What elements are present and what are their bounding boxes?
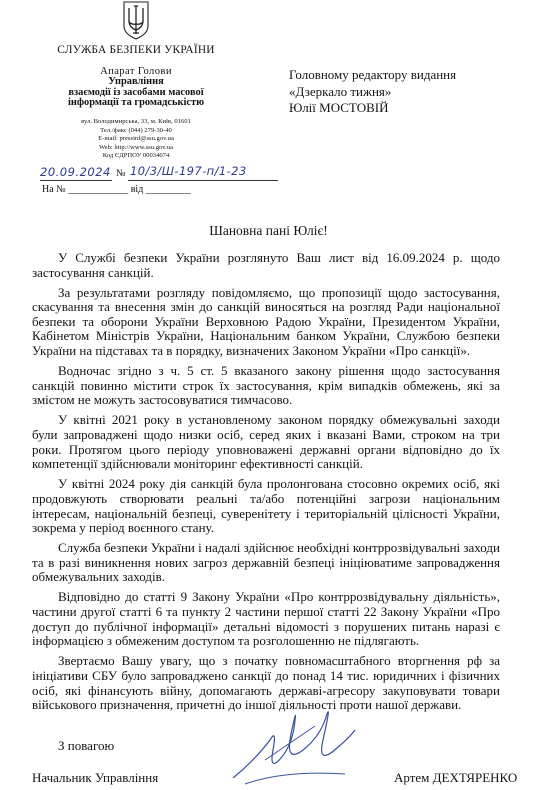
registration-line (40, 164, 280, 182)
signature-icon (225, 700, 365, 790)
dept-line-3: інформації та громадськістю (67, 97, 205, 108)
paragraph: Служба безпеки України і надалі здійснює необхідні контррозвідувальні заходи та в разі виникнення нових загроз державній безпеці ініціюватиме запровадження обмежувальних заходів. (32, 540, 500, 585)
letter-body (32, 251, 500, 718)
apparat-name: Апарат Голови (100, 66, 172, 77)
handwritten-reg-number: 10/3/Ш-197-п/1-23 (130, 164, 247, 178)
edrpou-code: Код ЄДРПОУ 00034074 (102, 152, 170, 160)
paragraph: У Службі безпеки України розглянуто Ваш лист від 16.09.2024 р. щодо застосування санкцій. (32, 250, 500, 280)
phone: Тел./факс (044) 279-30-40 (100, 126, 172, 134)
addressee-block (289, 67, 456, 117)
paragraph: У квітні 2021 року в установленому законом порядку обмежувальні заходи були запроваджені щодо низки осіб, серед яких і вказані Вами, строком на три роки. Протягом цього періоду уповноважені державні органи відповідно до їх компетенції здійснювали моніторинг ефективності санкцій. (32, 412, 500, 472)
paragraph: За результатами розгляду повідомляємо, що пропозиції щодо застосування, скасування та внесення змін до санкцій виносяться на розгляд Ради національної безпеки та оборони України Верховною Радою України, Президентом України, Кабінетом Міністрів України, Національним банком України, Службою безпеки України на підставах та в порядку, визначених Законом України «Про санкції». (32, 284, 500, 359)
reference-line: На № ____________ від _________ (42, 184, 191, 195)
website: Web: http://www.ssu.gov.ua (98, 143, 174, 151)
paragraph: Відповідно до статті 9 Закону України «Про контррозвідувальну діяльність», частини другої статті 6 та пункту 2 частини першої статті 22 Закону України «Про доступ до публічної інформації» детальні відомості з порушених питань наразі є інформацією з обмеженим доступом та розголошенню не підлягають. (32, 589, 500, 649)
signatory-name: Артем ДЕХТЯРЕНКО (394, 770, 518, 785)
handwritten-date: 20.09.2024 (40, 165, 111, 179)
org-name: СЛУЖБА БЕЗПЕКИ УКРАЇНИ (57, 44, 215, 56)
number-underline (128, 180, 278, 181)
signatory-title: Начальник Управління (32, 770, 159, 785)
dept-line-1: Управління (108, 76, 164, 87)
dept-line-2: взаємодії із засобами масової (68, 86, 204, 98)
date-underline (40, 180, 112, 181)
email: E-mail: pressinf@ssu.gov.ua (98, 135, 174, 143)
address: вул. Володимирська, 33, м. Київ, 01601 (81, 118, 191, 125)
addressee-line-3: Юлії МОСТОВІЙ (289, 100, 389, 115)
paragraph: Звертаємо Вашу увагу, що з початку повномасштабного вторгнення рф за ініціативи СБУ було запроваджено санкції до понад 14 тис. юридичних і фізичних осіб, які фінансують війну, допомагають державі-агресору закуповувати товари військового призначення, причетні до іншої діяльності проти нашої держави. (32, 653, 500, 713)
contact-block (20, 118, 252, 161)
paragraph: Водночас згідно з ч. 5 ст. 5 вказаного закону рішення щодо застосування санкцій повинно містити строк їх застосування, крім випадків обмежень, які за змістом не можуть застосовуватися тимчасово. (32, 363, 500, 408)
addressee-line-1: Головному редактору видання (289, 67, 457, 82)
closing: З повагою (58, 738, 115, 753)
trident-emblem-icon (121, 0, 151, 40)
greeting: Шановна пані Юліє! (209, 223, 328, 238)
addressee-line-2: «Дзеркало тижня» (289, 83, 392, 99)
department-name (20, 77, 252, 109)
number-sign: № (116, 168, 126, 179)
paragraph: У квітні 2024 року дія санкцій була пролонгована стосовно окремих осіб, які продовжують створювати реальні та/або потенційні загрози національним інтересам, національній безпеці, суверенітету і територіальній цілісності України, зокрема у період воєнного стану. (32, 476, 500, 536)
